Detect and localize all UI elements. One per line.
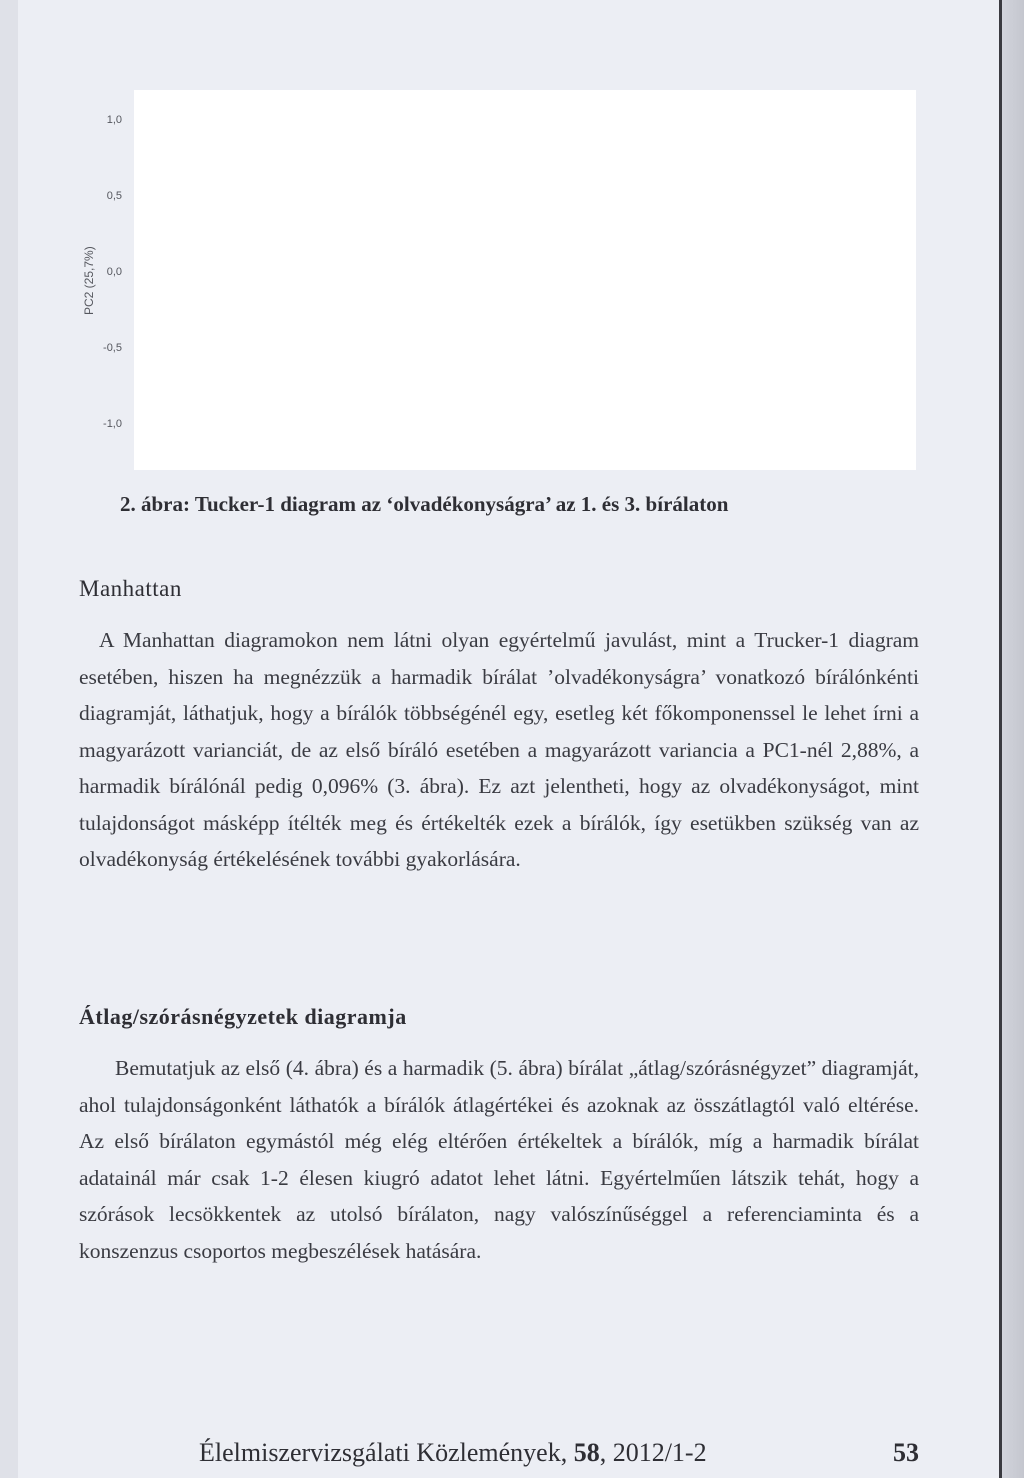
page-number: 53 — [893, 1438, 919, 1467]
journal-volume: 58 — [573, 1438, 600, 1467]
figure-caption: 2. ábra: Tucker-1 diagram az ‘olvadékonyságra’ az 1. és 3. bírálaton — [120, 492, 729, 516]
y-tick: 0,5 — [106, 190, 122, 202]
section-heading-atlag: Átlag/szórásnégyzetek diagramja — [79, 1004, 407, 1029]
paragraph-text: A Manhattan diagramokon nem látni olyan egyértelmű javulást, mint a Trucker-1 diagram esetében, hiszen ha megnézzük a harmadik bírálat ’olvadékonyságra’ vonatkozó bírálónkénti diagramját, láthatjuk, hogy a bírálók többségénél egy, esetleg két főkomponenssel le lehet írni a magyarázott varianciát, de az első bíráló esetében a magyarázott variancia a PC1-nél 2,88%, a harmadik bírálónál pedig 0,096% (3. ábra). Ez azt jelentheti, hogy az olvadékonyságot, mint tulajdonságot másképp ítélték meg és értékelték ezek a bírálók, így esetükben szükség van az olvadékonyság értékelésének további gyakorlására. — [79, 628, 919, 871]
y-tick: 0,0 — [106, 266, 122, 278]
paragraph-manhattan — [79, 622, 919, 878]
y-tick: -0,5 — [103, 342, 122, 354]
plot-area — [134, 90, 916, 470]
y-axis-label: PC2 (25,7%) — [82, 246, 96, 315]
figure-tucker-diagram — [40, 80, 940, 480]
journal-name: Élelmiszervizsgálati Közlemények, — [199, 1438, 574, 1467]
page-right-edge — [999, 0, 1024, 1478]
y-tick: -1,0 — [103, 418, 122, 430]
paragraph-atlag — [79, 1050, 919, 1269]
paragraph-text: Bemutatjuk az első (4. ábra) és a harmadik (5. ábra) bírálat „átlag/szórásnégyzet” diagramját, ahol tulajdonságonként láthatók a bírálók átlagértékei és azoknak az összátlagtól való eltérése. Az első bírálaton egymástól még elég eltérően értékeltek a bírálók, míg a harmadik bírálat adatainál már csak 1-2 élesen kiugró adatot lehet látni. Egyértelműen látszik tehát, hogy a szórások lecsökkentek az utolsó bírálaton, nagy valószínűséggel a referenciaminta és a konszenzus csoportos megbeszélések hatására. — [79, 1056, 919, 1263]
y-tick: 1,0 — [106, 114, 122, 126]
journal-issue: , 2012/1-2 — [599, 1438, 707, 1467]
page-left-edge — [0, 0, 19, 1478]
section-heading-manhattan: Manhattan — [79, 576, 182, 601]
footer-journal — [199, 1438, 707, 1468]
